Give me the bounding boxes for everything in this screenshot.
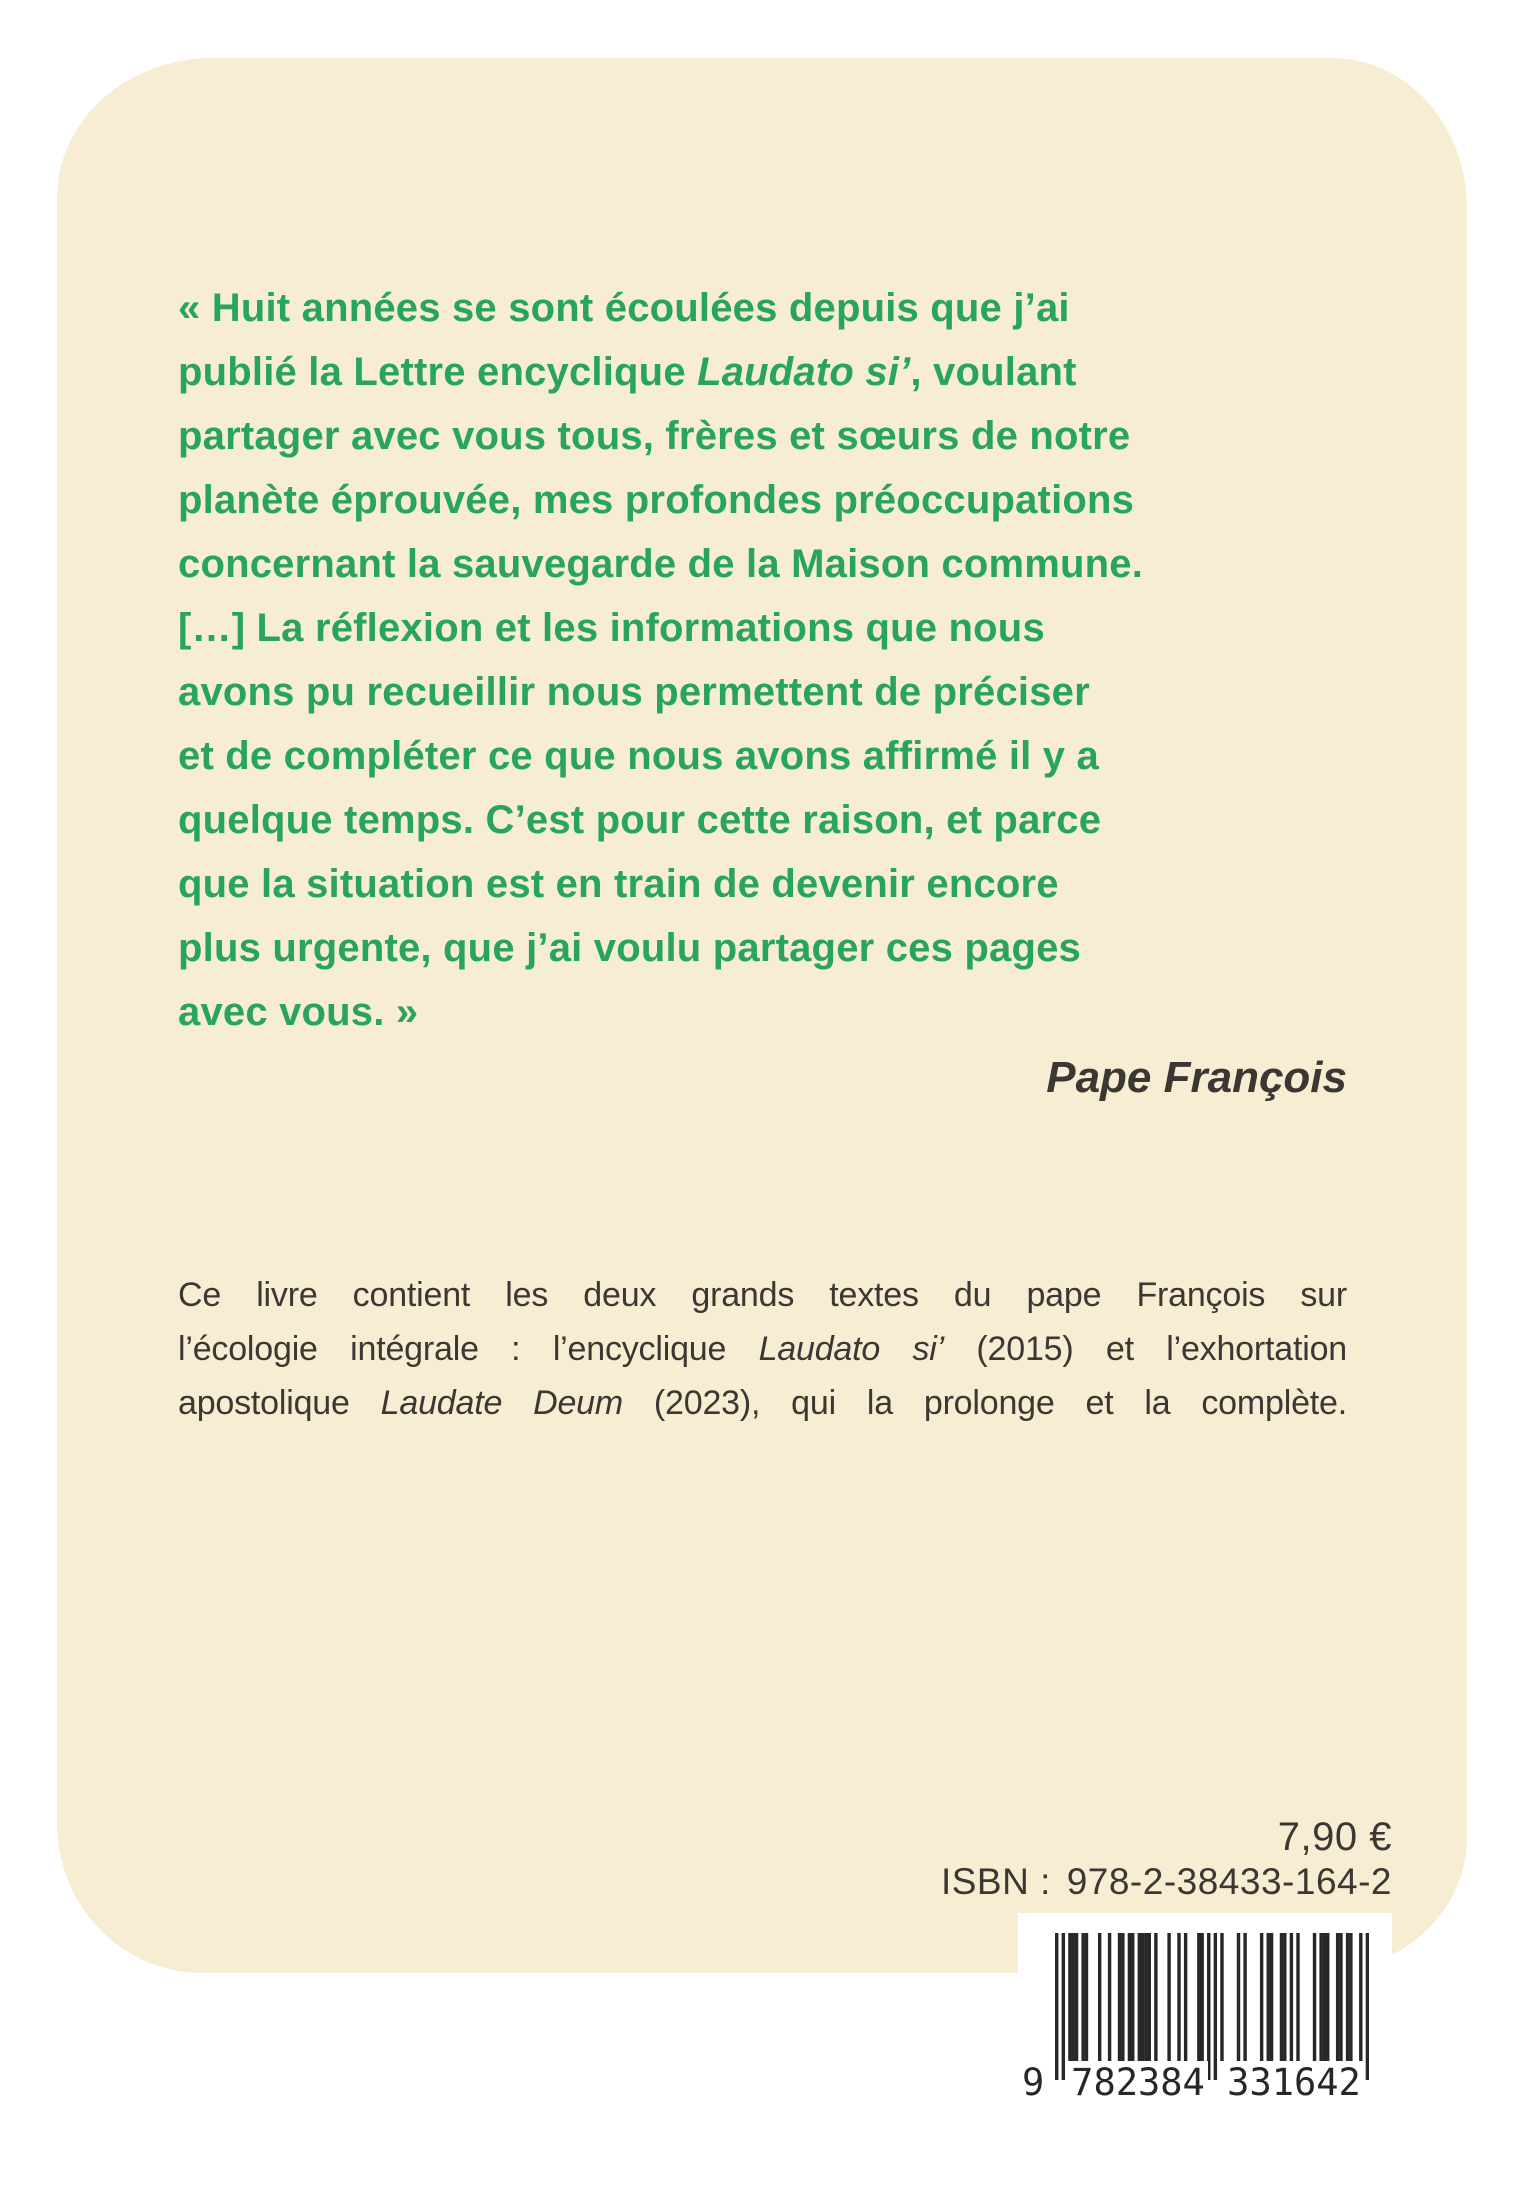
author-attribution: Pape François — [1046, 1053, 1347, 1102]
quote-line: concernant la sauvegarde de la Maison commune. — [178, 542, 1144, 586]
quote-line: avec vous. » — [178, 990, 419, 1034]
barcode-digit-group: 331642 — [1224, 2061, 1364, 2105]
barcode-digit-group: 782384 — [1068, 2061, 1208, 2105]
description-line: apostolique Laudate Deum (2023), qui la prolonge et la complète. — [178, 1384, 1347, 1422]
quote-line: planète éprouvée, mes profondes préoccupations — [178, 478, 1135, 522]
isbn-label: ISBN : — [940, 1861, 1051, 1902]
price: 7,90 € — [1277, 1815, 1392, 1859]
quote-line: quelque temps. C’est pour cette raison, et parce — [178, 798, 1102, 842]
quote-line: et de compléter ce que nous avons affirmé il y a — [178, 734, 1100, 778]
quote-line: plus urgente, que j’ai voulu partager ces pages — [178, 926, 1081, 970]
quote-line: que la situation est en train de devenir encore — [178, 862, 1059, 906]
quote-line: […] La réflexion et les informations que nous — [178, 606, 1045, 650]
barcode-panel — [1018, 1913, 1392, 2163]
description-block — [178, 1268, 1347, 1430]
description-line: Ce livre contient les deux grands textes du pape François sur — [178, 1276, 1347, 1314]
quote-block — [178, 276, 1143, 1044]
isbn-number: 978-2-38433-164-2 — [1066, 1861, 1392, 1902]
quote-line: partager avec vous tous, frères et sœurs de notre — [178, 414, 1131, 458]
quote-line: « Huit années se sont écoulées depuis que j’ai — [178, 286, 1070, 330]
quote-line: avons pu recueillir nous permettent de préciser — [178, 670, 1090, 714]
description-line: l’écologie intégrale : l’encyclique Laudato si’ (2015) et l’exhortation — [178, 1330, 1347, 1368]
ean13-barcode — [1055, 1933, 1369, 2080]
isbn-line — [941, 1861, 1392, 1903]
barcode-digit-group: 9 — [1022, 2061, 1045, 2104]
quote-line: publié la Lettre encyclique Laudato si’, voulant — [178, 350, 1077, 394]
cover-card — [57, 58, 1467, 2104]
